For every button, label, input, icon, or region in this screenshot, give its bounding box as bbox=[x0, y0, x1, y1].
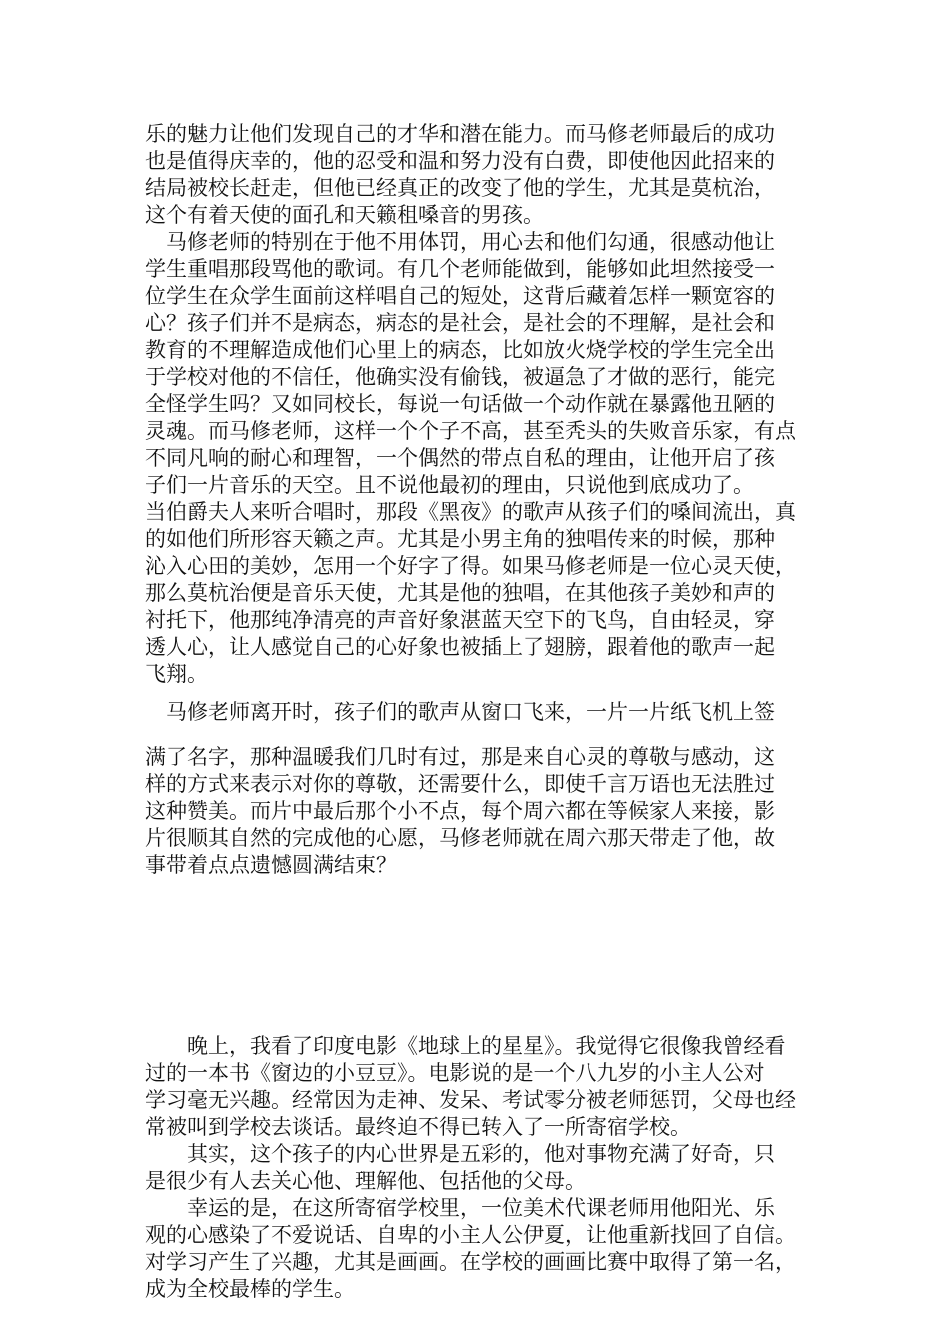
paragraph-line: 衬托下，他那纯净清亮的声音好象湛蓝天空下的飞鸟，自由轻灵，穿 bbox=[145, 608, 775, 632]
paragraph-line: 全怪学生吗？又如同校长，每说一句话做一个动作就在暴露他丑陋的 bbox=[145, 392, 775, 416]
paragraph-line: 这个有着天使的面孔和天籁租嗓音的男孩。 bbox=[145, 203, 544, 227]
paragraph-line: 成为全校最棒的学生。 bbox=[145, 1277, 355, 1301]
paragraph-line: 乐的魅力让他们发现自己的才华和潜在能力。而马修老师最后的成功 bbox=[145, 122, 775, 146]
paragraph-line: 学生重唱那段骂他的歌词。有几个老师能做到，能够如此坦然接受一 bbox=[145, 257, 775, 281]
paragraph-line: 片很顺其自然的完成他的心愿，马修老师就在周六那天带走了他，故 bbox=[145, 826, 775, 850]
paragraph-line: 也是值得庆幸的，他的忍受和温和努力没有白费，即使他因此招来的 bbox=[145, 149, 775, 173]
paragraph-line: 马修老师的特别在于他不用体罚，用心去和他们勾通，很感动他让 bbox=[166, 230, 775, 254]
paragraph-line: 于学校对他的不信任，他确实没有偷钱，被逼急了才做的恶行，能完 bbox=[145, 365, 775, 389]
paragraph-line: 幸运的是，在这所寄宿学校里，一位美术代课老师用他阳光、乐 bbox=[187, 1196, 775, 1220]
paragraph-line: 观的心感染了不爱说话、自卑的小主人公伊夏，让他重新找回了自信。 bbox=[145, 1223, 796, 1247]
paragraph-line: 当伯爵夫人来听合唱时，那段《黑夜》的歌声从孩子们的嗓间流出，真 bbox=[145, 500, 796, 524]
paragraph-line: 是很少有人去关心他、理解他、包括他的父母。 bbox=[145, 1169, 586, 1193]
paragraph-line: 灵魂。而马修老师，这样一个个子不高，甚至秃头的失败音乐家，有点 bbox=[145, 419, 796, 443]
paragraph-line: 过的一本书《窗边的小豆豆》。电影说的是一个八九岁的小主人公对 bbox=[145, 1061, 765, 1085]
paragraph-line: 学习毫无兴趣。经常因为走神、发呆、考试零分被老师惩罚，父母也经 bbox=[145, 1088, 796, 1112]
paragraph-line: 满了名字，那种温暖我们几时有过，那是来自心灵的尊敬与感动，这 bbox=[145, 745, 775, 769]
paragraph-line: 教育的不理解造成他们心里上的病态，比如放火烧学校的学生完全出 bbox=[145, 338, 775, 362]
paragraph-line: 那么莫杭治便是音乐天使，尤其是他的独唱，在其他孩子美妙和声的 bbox=[145, 581, 775, 605]
paragraph-line: 晚上，我看了印度电影《地球上的星星》。我觉得它很像我曾经看 bbox=[187, 1034, 786, 1058]
paragraph-line: 样的方式来表示对你的尊敬，还需要什么，即使千言万语也无法胜过 bbox=[145, 772, 775, 796]
paragraph-line: 沁入心田的美妙，怎用一个好字了得。如果马修老师是一位心灵天使， bbox=[145, 554, 796, 578]
paragraph-line: 飞翔。 bbox=[145, 662, 208, 686]
paragraph-line: 位学生在众学生面前这样唱自己的短处，这背后藏着怎样一颗宽容的 bbox=[145, 284, 775, 308]
paragraph-line: 这种赞美。而片中最后那个小不点，每个周六都在等候家人来接，影 bbox=[145, 799, 775, 823]
paragraph-line: 对学习产生了兴趣，尤其是画画。在学校的画画比赛中取得了第一名， bbox=[145, 1250, 796, 1274]
paragraph-line: 结局被校长赶走，但他已经真正的改变了他的学生，尤其是莫杭治， bbox=[145, 176, 775, 200]
paragraph-line: 事带着点点遗憾圆满结束？ bbox=[145, 853, 397, 877]
paragraph-line: 马修老师离开时，孩子们的歌声从窗口飞来，一片一片纸飞机上签 bbox=[166, 700, 775, 724]
paragraph-line: 子们一片音乐的天空。且不说他最初的理由，只说他到底成功了。 bbox=[145, 473, 754, 497]
paragraph-line: 透人心，让人感觉自己的心好象也被插上了翅膀，跟着他的歌声一起 bbox=[145, 635, 775, 659]
paragraph-line: 不同凡响的耐心和理智，一个偶然的带点自私的理由，让他开启了孩 bbox=[145, 446, 775, 470]
paragraph-line: 的如他们所形容天籁之声。尤其是小男主角的独唱传来的时候，那种 bbox=[145, 527, 775, 551]
paragraph-line: 其实，这个孩子的内心世界是五彩的，他对事物充满了好奇，只 bbox=[187, 1142, 775, 1166]
paragraph-line: 常被叫到学校去谈话。最终迫不得已转入了一所寄宿学校。 bbox=[145, 1115, 691, 1139]
paragraph-line: 心？孩子们并不是病态，病态的是社会，是社会的不理解，是社会和 bbox=[145, 311, 775, 335]
